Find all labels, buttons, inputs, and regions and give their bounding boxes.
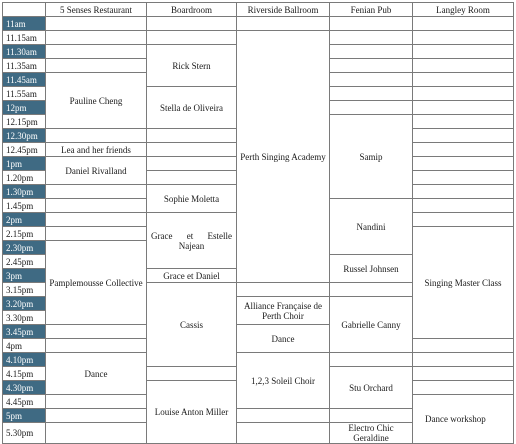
empty-cell [237, 423, 330, 444]
empty-cell [330, 59, 413, 73]
empty-cell [147, 17, 237, 31]
event-cell: Nandini [330, 199, 413, 255]
empty-cell [413, 59, 514, 73]
empty-cell [413, 129, 514, 143]
time-label: 11.15am [3, 31, 46, 45]
empty-cell [413, 73, 514, 87]
empty-cell [330, 73, 413, 87]
empty-cell [147, 367, 237, 381]
schedule-table [2, 2, 514, 444]
empty-cell [46, 227, 147, 241]
event-cell: Samip [330, 115, 413, 199]
time-label: 1.30pm [3, 185, 46, 199]
time-label: 3.15pm [3, 283, 46, 297]
event-cell: Grace et Daniel [147, 269, 237, 283]
time-label: 12.15pm [3, 115, 46, 129]
header-row [3, 3, 514, 17]
event-cell: Pauline Cheng [46, 73, 147, 129]
empty-cell [413, 171, 514, 185]
time-label: 12.30pm [3, 129, 46, 143]
time-label: 4.10pm [3, 353, 46, 367]
empty-cell [46, 423, 147, 444]
event-cell: Sophie Moletta [147, 185, 237, 213]
time-label: 2pm [3, 213, 46, 227]
time-label: 3pm [3, 269, 46, 283]
empty-cell [330, 87, 413, 101]
event-cell: Electro Chic Geraldine [330, 423, 413, 444]
empty-cell [46, 45, 147, 59]
empty-cell [147, 157, 237, 171]
empty-cell [147, 143, 237, 157]
time-label: 3.20pm [3, 297, 46, 311]
event-cell: Alliance Française de Perth Choir [237, 297, 330, 325]
time-label: 12.45pm [3, 143, 46, 157]
empty-cell [413, 339, 514, 353]
table-row [3, 17, 514, 31]
time-label: 11.30am [3, 45, 46, 59]
schedule-body [3, 17, 514, 444]
empty-cell [413, 213, 514, 227]
event-cell: Rick Stern [147, 45, 237, 87]
event-cell: Gabrielle Canny [330, 297, 413, 353]
empty-cell [46, 339, 147, 353]
event-cell: Dance workshop [413, 395, 514, 444]
time-label: 12pm [3, 101, 46, 115]
empty-cell [413, 45, 514, 59]
header-langley-room: Langley Room [413, 3, 514, 17]
event-cell: Singing Master Class [413, 227, 514, 339]
header-riverside-ballroom: Riverside Ballroom [237, 3, 330, 17]
empty-cell [413, 185, 514, 199]
empty-cell [413, 101, 514, 115]
empty-cell [330, 17, 413, 31]
empty-cell [330, 31, 413, 45]
time-label: 1.45pm [3, 199, 46, 213]
time-label: 2.30pm [3, 241, 46, 255]
empty-cell [413, 31, 514, 45]
event-cell: Dance [46, 353, 147, 395]
empty-cell [330, 353, 413, 367]
event-cell: Dance [237, 325, 330, 353]
empty-cell [46, 213, 147, 227]
empty-cell [46, 129, 147, 143]
empty-cell [46, 185, 147, 199]
empty-cell [413, 199, 514, 213]
time-label: 1.20pm [3, 171, 46, 185]
empty-cell [330, 101, 413, 115]
event-cell: Perth Singing Academy [237, 31, 330, 283]
empty-cell [413, 143, 514, 157]
empty-cell [46, 325, 147, 339]
event-cell: Pamplemousse Collective [46, 241, 147, 325]
time-label: 3.45pm [3, 325, 46, 339]
time-label: 2.45pm [3, 255, 46, 269]
time-label: 11am [3, 17, 46, 31]
empty-cell [330, 409, 413, 423]
empty-cell [413, 87, 514, 101]
empty-cell [46, 17, 147, 31]
time-label: 11.55am [3, 87, 46, 101]
empty-cell [330, 45, 413, 59]
header-5-senses-restaurant: 5 Senses Restaurant [46, 3, 147, 17]
table-row [3, 353, 514, 367]
time-label: 2.15pm [3, 227, 46, 241]
time-label: 5.30pm [3, 423, 46, 444]
event-cell: Louise Anton Miller [147, 381, 237, 444]
header-time [3, 3, 46, 17]
time-label: 4.45pm [3, 395, 46, 409]
time-label: 3.30pm [3, 311, 46, 325]
empty-cell [46, 395, 147, 409]
time-label: 11.35am [3, 59, 46, 73]
event-cell: Lea and her friends [46, 143, 147, 157]
header-boardroom: Boardroom [147, 3, 237, 17]
event-cell: Stu Orchard [330, 367, 413, 409]
event-cell: Russel Johnsen [330, 255, 413, 283]
header-fenian-pub: Fenian Pub [330, 3, 413, 17]
event-cell: 1,2,3 Soleil Choir [237, 353, 330, 409]
empty-cell [413, 115, 514, 129]
time-label: 5pm [3, 409, 46, 423]
empty-cell [413, 157, 514, 171]
empty-cell [46, 409, 147, 423]
table-row [3, 31, 514, 45]
empty-cell [413, 17, 514, 31]
empty-cell [147, 31, 237, 45]
empty-cell [237, 283, 330, 297]
empty-cell [413, 367, 514, 381]
time-label: 4pm [3, 339, 46, 353]
empty-cell [413, 381, 514, 395]
event-cell: Grace et Estelle Najean [147, 213, 237, 269]
empty-cell [237, 17, 330, 31]
event-cell: Daniel Rivalland [46, 157, 147, 185]
empty-cell [46, 199, 147, 213]
empty-cell [413, 353, 514, 367]
event-cell: Stella de Oliveira [147, 87, 237, 129]
time-label: 4.15pm [3, 367, 46, 381]
empty-cell [46, 59, 147, 73]
empty-cell [330, 283, 413, 297]
time-label: 1pm [3, 157, 46, 171]
empty-cell [237, 409, 330, 423]
time-label: 4.30pm [3, 381, 46, 395]
time-label: 11.45am [3, 73, 46, 87]
empty-cell [46, 31, 147, 45]
event-cell: Cassis [147, 283, 237, 367]
empty-cell [147, 171, 237, 185]
empty-cell [147, 129, 237, 143]
